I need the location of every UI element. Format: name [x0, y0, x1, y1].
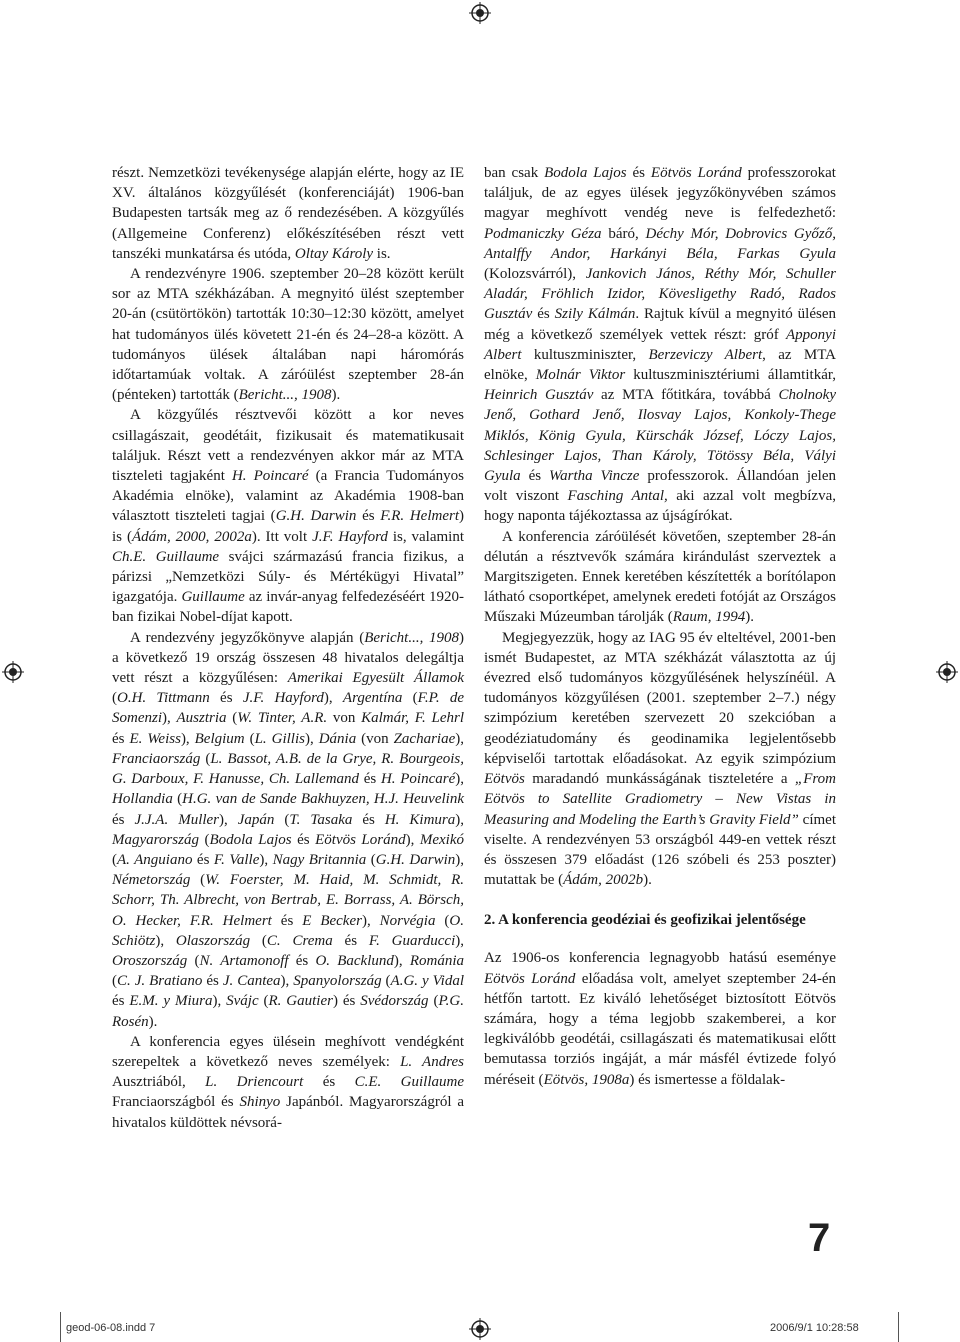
page-number: 7 — [808, 1216, 831, 1260]
left-column — [112, 163, 464, 1133]
registration-mark-bottom-icon — [469, 1318, 491, 1340]
footer-date-time: 2006/9/1 10:28:58 — [770, 1322, 859, 1334]
registration-mark-left-icon — [2, 661, 24, 683]
crop-mark-left — [60, 1312, 61, 1342]
paragraph: Az 1906-os konferencia legnagyobb hatású eseménye Eötvös Loránd előadása volt, amelyet szeptember 24-én hétfőn tartott. Ez kiváló lehetőséget biztosított Eötvös számára, hogy a téma legjobb szakemberei, a kor legkiválóbb geodétái, csillagászati és matematikusai előtt bemutassa torziós ingáját, a már másfél évtizede folyó méréseit (Eötvös, 1908a) és ismertesse a földalak- — [484, 950, 836, 1088]
paragraph: A rendezvény jegyzőkönyve alapján (Bericht..., 1908) a következő 19 ország összesen 48 hivatalos delegáltja vett részt a közgyűlésen: Amerikai Egyesült Államok (O.H. Tittmann és J.F. Hayford), Argentína (F.P. de Somenzi), Ausztria (W. Tinter, A.R. von Kalmár, F. Lehrl és E. Weiss), Belgium (L. Gillis), Dánia (von Zachariae), Franciaország (L. Bassot, A.B. de la Grye, R. Bourgeois, G. Darboux, F. Hanusse, Ch. Lallemand és H. Poincaré), Hollandia (H.G. van de Sande Bakhuyzen, H.J. Heuvelink és J.J.A. Muller), Japán (T. Tasaka és H. Kimura), Magyarország (Bodola Lajos és Eötvös Loránd), Mexikó (A. Anguiano és F. Valle), Nagy Britannia (G.H. Darwin), Németország (W. Foerster, M. Haid, M. Schmidt, R. Schorr, Th. Albrecht, von Bertrab, E. Borrass, A. Börsch, O. Hecker, F.R. Helmert és E Becker), Norvégia (O. Schiötz), Olaszország (C. Crema és F. Guarducci), Oroszország (N. Artamonoff és O. Backlund), Románia (C. J. Bratiano és J. Cantea), Spanyolország (A.G. y Vidal és E.M. y Miura), Svájc (R. Gautier) és Svédország (P.G. Rosén). — [112, 629, 465, 1030]
paragraph: A konferencia záróülését követően, szeptember 28-án délután a résztvevők számára kirándulást szerveztek a Margitszigeten. Ennek keretében készítették a borítólapon látható csoportképet, amelynek eredeti fotóját az Országos Műszaki Múzeumban tárolják (Raum, 1994). — [484, 528, 836, 626]
paragraph: A konferencia egyes ülésein meghívott vendégként szerepeltek a következő neves személyek: L. Andres Ausztriából, L. Driencourt és C.E. Guillaume Franciaországból és Shinyo Japánból. Magyarországról a hivatalos küldöttek névsorá- — [112, 1033, 465, 1131]
paragraph: A rendezvényre 1906. szeptember 20–28 között került sor az MTA székházában. A megnyitó ülést szeptember 20-án (csütörtökön) tartották 10:30–12:30 között, amelyet hat tudományos ülés követett 21-én és 24–28-a között. A tudományos ülések általában napi háromórás időtartamúak voltak. A záróülést szeptember 28-án (pénteken) tartották (Bericht..., 1908). — [112, 266, 464, 404]
paragraph: A közgyűlés résztvevői között a kor neves csillagászait, geodétáit, fizikusait és matematikusait találjuk. Részt vett a rendezvényen akkor már az MTA tiszteleti tagjaként H. Poincaré (a Francia Tudományos Akadémia elnöke), valamint az Akadémia 1908-ban választott tiszteleti tagjai (G.H. Darwin és F.R. Helmert) is (Ádám, 2000, 2002a). Itt volt J.F. Hayford is, valamint Ch.E. Guillaume svájci származású francia fizikus, a párizsi „Nemzetközi Súly- és Mértékügyi Hivatal” igazgatója. Guillaume az invár-anyag felfedezéséért 1920-ban fizikai Nobel-díjat kapott. — [112, 407, 465, 626]
paragraph: részt. Nemzetközi tevékenysége alapján elérte, hogy az IE XV. általános közgyűlését (konferenciáját) 1906-ban Budapesten tartsák meg az ő rendezésében. A közgyűlés (Allgemeine Conferenz) előkészítésében részt vett tanszéki munkatársa és utóda, Oltay Károly is. — [112, 165, 464, 262]
right-column — [484, 163, 836, 1090]
registration-mark-top-icon — [469, 2, 491, 24]
registration-mark-right-icon — [936, 661, 958, 683]
section-heading: 2. A konferencia geodéziai és geofizikai jelentősége — [484, 912, 806, 929]
footer-file-info: geod-06-08.indd 7 — [66, 1322, 156, 1334]
paragraph: Megjegyezzük, hogy az IAG 95 év elteltével, 2001-ben ismét Budapestet, az MTA székházát választotta az új évezred első tudományos közgyűlésének helyszínéül. A tudományos közgyűlésen (2001. szeptember 2–7.) négy szimpózium keretében szervezett 20 szekcióban a geodéziatudomány és geodinamika legjelentősebb képviselői tartottak előadásokat. Az egyik szimpózium Eötvös maradandó munkásságának tiszteletére a „From Eötvös to Satellite Gradiometry – New Vistas in Measuring and Modeling the Earth’s Gravity Field” címet viselte. A rendezvényen 53 országból 449-en vettek részt és összesen 379 előadást (126 szóbeli és 253 poszter) mutattak be (Ádám, 2002b). — [484, 629, 836, 889]
crop-mark-right — [898, 1312, 899, 1342]
paragraph: ban csak Bodola Lajos és Eötvös Loránd professzorokat találjuk, de az egyes ülések jegyzőkönyvében számos magyar meghívott vendég neve is felfedezhető: Podmaniczky Géza báró, Déchy Mór, Dobrovics Győző, Antalffy Andor, Harkányi Béla, Farkas Gyula (Kolozsvárról), Jankovich János, Réthy Mór, Schuller Aladár, Fröhlich Izidor, Kövesligethy Radó, Rados Gusztáv és Szily Kálmán. Rajtuk kívül a megnyitó ülésen még a következő személyek vettek részt: gróf Apponyi Albert kultuszminiszter, Berzeviczy Albert, az MTA elnöke, Molnár Viktor kultuszminisztériumi államtitkár, Heinrich Gusztáv az MTA főtitkára, továbbá Cholnoky Jenő, Gothard Jenő, Ilosvay Lajos, Konkoly-Thege Miklós, König Gyula, Kürschák József, Lóczy Lajos, Schlesinger Lajos, Than Károly, Tötössy Béla, Vályi Gyula és Wartha Vincze professzorok. Állandóan jelen volt viszont Fasching Antal, aki azzal volt megbízva, hogy naponta tájékoztassa az újságírókat. — [484, 165, 836, 525]
